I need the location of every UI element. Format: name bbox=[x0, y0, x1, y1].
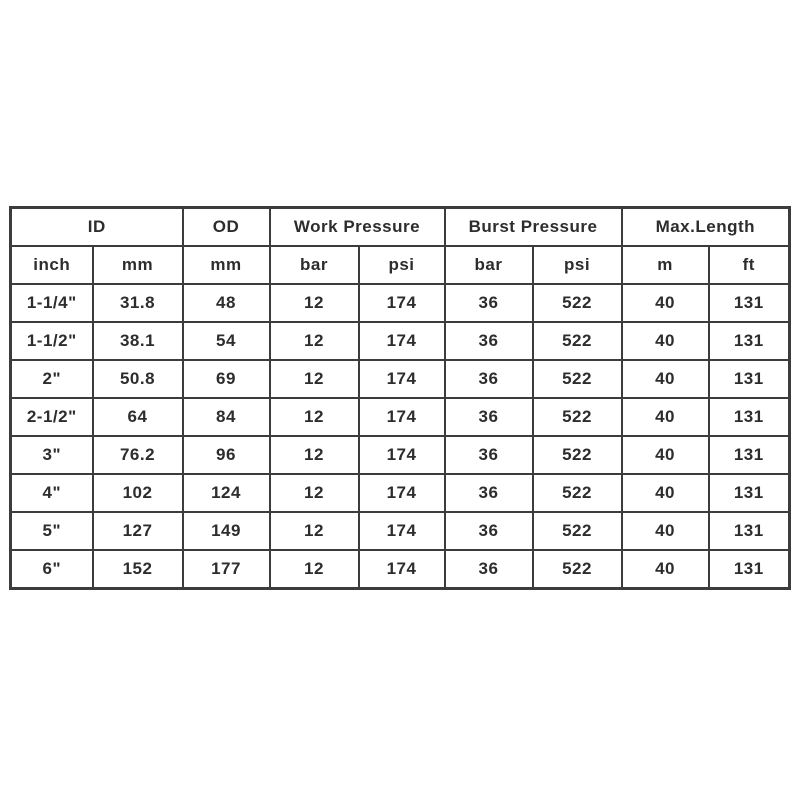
table-cell: 36 bbox=[445, 512, 533, 550]
table-cell: 84 bbox=[183, 398, 270, 436]
table-cell: 36 bbox=[445, 360, 533, 398]
table-cell: 127 bbox=[93, 512, 183, 550]
table-cell: 174 bbox=[359, 512, 445, 550]
table-cell: 36 bbox=[445, 436, 533, 474]
table-row bbox=[11, 322, 790, 360]
table-cell: 1-1/2" bbox=[11, 322, 93, 360]
table-cell: 131 bbox=[709, 322, 790, 360]
table-row bbox=[11, 398, 790, 436]
table-row bbox=[11, 512, 790, 550]
table-cell: 131 bbox=[709, 436, 790, 474]
table-row bbox=[11, 436, 790, 474]
table-cell: 40 bbox=[622, 474, 709, 512]
table-cell: 12 bbox=[270, 512, 359, 550]
table-cell: 522 bbox=[533, 398, 622, 436]
table-cell: 2" bbox=[11, 360, 93, 398]
unit-header: ft bbox=[709, 246, 790, 284]
table-cell: 102 bbox=[93, 474, 183, 512]
table-cell: 3" bbox=[11, 436, 93, 474]
table-cell: 174 bbox=[359, 474, 445, 512]
table-cell: 177 bbox=[183, 550, 270, 589]
table-cell: 64 bbox=[93, 398, 183, 436]
unit-header-row bbox=[11, 246, 790, 284]
table-cell: 40 bbox=[622, 550, 709, 589]
table-cell: 36 bbox=[445, 398, 533, 436]
table-cell: 12 bbox=[270, 436, 359, 474]
unit-header: bar bbox=[270, 246, 359, 284]
table-cell: 131 bbox=[709, 284, 790, 322]
table-cell: 12 bbox=[270, 360, 359, 398]
table-cell: 131 bbox=[709, 474, 790, 512]
table-row bbox=[11, 474, 790, 512]
table-row bbox=[11, 284, 790, 322]
table-cell: 48 bbox=[183, 284, 270, 322]
table-cell: 174 bbox=[359, 322, 445, 360]
table-cell: 12 bbox=[270, 398, 359, 436]
table-cell: 36 bbox=[445, 322, 533, 360]
table-cell: 50.8 bbox=[93, 360, 183, 398]
table-row bbox=[11, 550, 790, 589]
table-cell: 6" bbox=[11, 550, 93, 589]
table-cell: 2-1/2" bbox=[11, 398, 93, 436]
table-cell: 12 bbox=[270, 322, 359, 360]
table-cell: 174 bbox=[359, 284, 445, 322]
table-cell: 5" bbox=[11, 512, 93, 550]
table-cell: 1-1/4" bbox=[11, 284, 93, 322]
group-header-row bbox=[11, 208, 790, 247]
table-cell: 522 bbox=[533, 322, 622, 360]
table-cell: 522 bbox=[533, 512, 622, 550]
table-cell: 36 bbox=[445, 474, 533, 512]
unit-header: mm bbox=[93, 246, 183, 284]
table-cell: 4" bbox=[11, 474, 93, 512]
table-cell: 69 bbox=[183, 360, 270, 398]
table-cell: 124 bbox=[183, 474, 270, 512]
table-cell: 522 bbox=[533, 474, 622, 512]
table-cell: 174 bbox=[359, 360, 445, 398]
table-cell: 40 bbox=[622, 284, 709, 322]
table-cell: 131 bbox=[709, 360, 790, 398]
table-cell: 31.8 bbox=[93, 284, 183, 322]
table-row bbox=[11, 360, 790, 398]
table-cell: 40 bbox=[622, 360, 709, 398]
table-cell: 131 bbox=[709, 550, 790, 589]
unit-header: m bbox=[622, 246, 709, 284]
table-cell: 54 bbox=[183, 322, 270, 360]
table-cell: 152 bbox=[93, 550, 183, 589]
column-group-header: Burst Pressure bbox=[445, 208, 622, 247]
table-cell: 174 bbox=[359, 436, 445, 474]
table-cell: 131 bbox=[709, 398, 790, 436]
table-cell: 40 bbox=[622, 398, 709, 436]
column-group-header: Max.Length bbox=[622, 208, 790, 247]
table-cell: 522 bbox=[533, 284, 622, 322]
unit-header: psi bbox=[533, 246, 622, 284]
unit-header: mm bbox=[183, 246, 270, 284]
table-cell: 76.2 bbox=[93, 436, 183, 474]
table-cell: 12 bbox=[270, 474, 359, 512]
table-cell: 40 bbox=[622, 436, 709, 474]
unit-header: inch bbox=[11, 246, 93, 284]
column-group-header: Work Pressure bbox=[270, 208, 445, 247]
table-cell: 12 bbox=[270, 284, 359, 322]
table-cell: 40 bbox=[622, 322, 709, 360]
table-cell: 522 bbox=[533, 360, 622, 398]
unit-header: psi bbox=[359, 246, 445, 284]
spec-table-body bbox=[11, 284, 790, 589]
column-group-header: OD bbox=[183, 208, 270, 247]
table-cell: 522 bbox=[533, 550, 622, 589]
spec-table-head bbox=[11, 208, 790, 285]
spec-table bbox=[9, 206, 791, 590]
table-cell: 131 bbox=[709, 512, 790, 550]
unit-header: bar bbox=[445, 246, 533, 284]
table-cell: 36 bbox=[445, 284, 533, 322]
spec-table-container bbox=[9, 206, 790, 590]
table-cell: 522 bbox=[533, 436, 622, 474]
column-group-header: ID bbox=[11, 208, 183, 247]
table-cell: 40 bbox=[622, 512, 709, 550]
table-cell: 96 bbox=[183, 436, 270, 474]
table-cell: 149 bbox=[183, 512, 270, 550]
table-cell: 174 bbox=[359, 398, 445, 436]
table-cell: 12 bbox=[270, 550, 359, 589]
table-cell: 174 bbox=[359, 550, 445, 589]
table-cell: 38.1 bbox=[93, 322, 183, 360]
table-cell: 36 bbox=[445, 550, 533, 589]
